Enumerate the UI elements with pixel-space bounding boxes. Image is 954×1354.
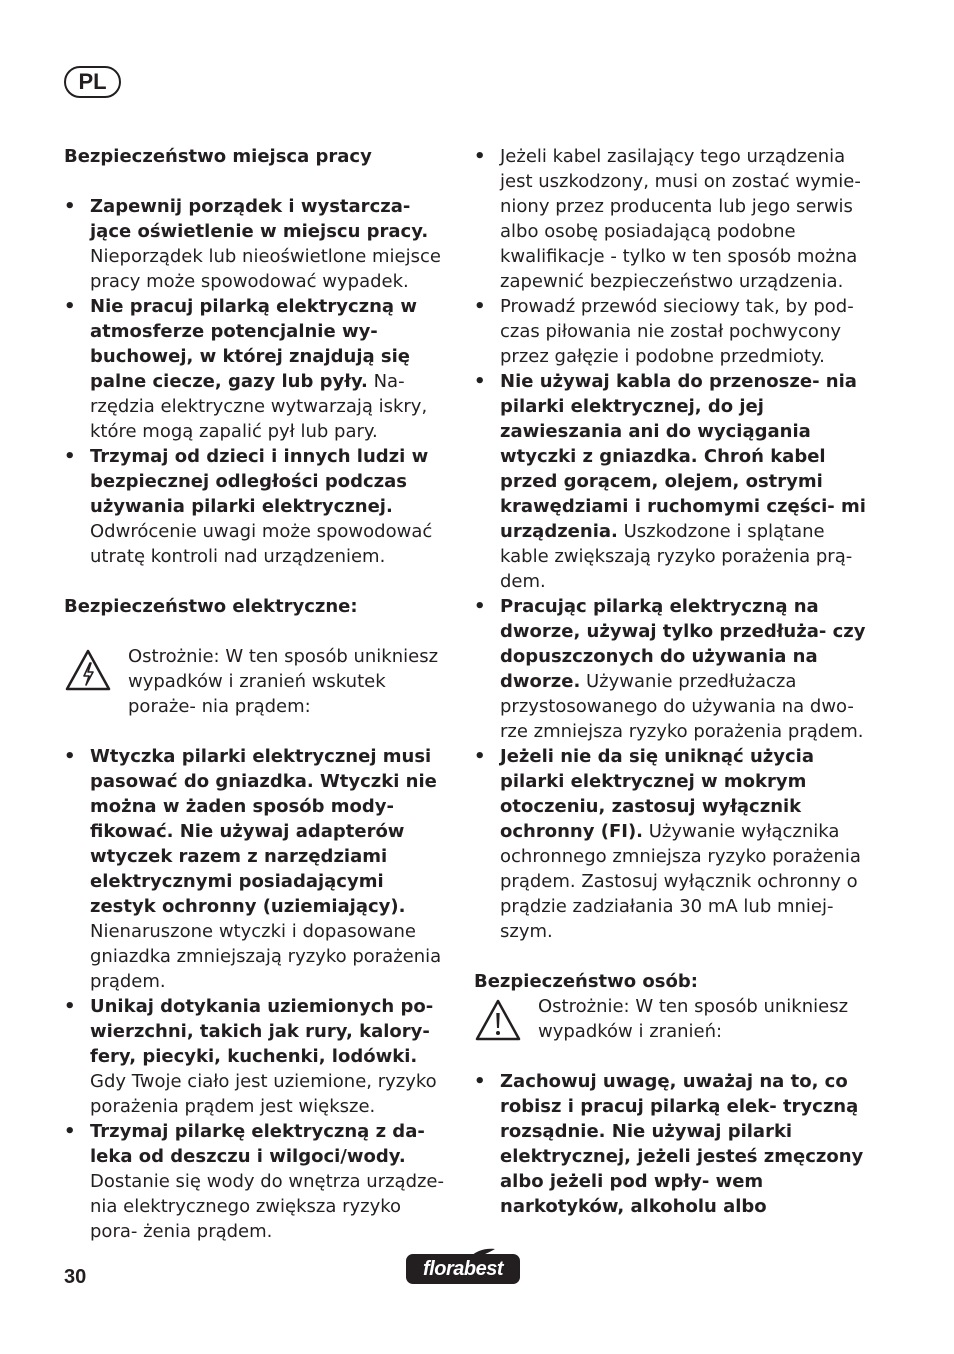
warning-exclamation-icon [474,998,522,1042]
list-item [474,744,874,944]
left-column [64,144,454,1244]
section-heading-electrical: Bezpieczeństwo elektryczne: [64,596,358,617]
item-text: Nienaruszone wtyczki i dopasowane gniazdka zmniejszają ryzyko porażenia prądem. [90,921,442,992]
item-text: Prowadź przewód sieciowy tak, by pod- czas piłowania nie został pochwycony przez gałęzie i podobne przedmioty. [500,296,854,367]
item-text: Używanie wyłącznika ochronnego zmniejsza ryzyko porażenia prądem. Zastosuj wyłącznik ochronny o prądzie zadziałania 30 mA lub mniej- szym. [500,821,861,942]
language-badge: PL [64,66,121,98]
item-text: Gdy Twoje ciało jest uziemione, ryzyko porażenia prądem jest większe. [90,1071,437,1117]
electric-hazard-icon [64,648,112,692]
list-item [474,144,874,294]
list-item [64,294,454,444]
warning-block [64,644,454,719]
item-bold: Unikaj dotykania uziemionych po- wierzchni, takich jak rury, kalory- fery, piecyki, kuchenki, lodówki. [90,996,434,1067]
item-text: Jeżeli kabel zasilający tego urządzenia jest uszkodzony, musi on zostać wymie- niony przez producenta lub jego serwis albo osobę posiadającą podobne kwalifikacje - tylko w ten sposób można zapewnić bezpieczeństwo urządzenia. [500,146,861,292]
item-text: Dostanie się wody do wnętrza urządze- nia elektrycznego zwiększa ryzyko pora- żenia prądem. [90,1171,445,1242]
item-bold: Zachowuj uwagę, uważaj na to, co robisz i pracuj pilarką elek- tryczną rozsądnie. Nie używaj pilarki elektrycznej, jeżeli jesteś zmęczony albo jeżeli pod wpły- wem narkotyków, alkoholu albo [500,1071,864,1217]
item-text: Na- rzędzia elektryczne wytwarzają iskry, które mogą zapalić pył lub pary. [90,371,428,442]
list-item [474,369,874,594]
item-bold: Trzymaj pilarkę elektryczną z da- leka od deszczu i wilgoci/wody. [90,1121,425,1167]
logo-text: florabest [406,1254,520,1284]
item-bold: Wtyczka pilarki elektrycznej musi pasować do gniazdka. Wtyczki nie można w żaden sposób mody- fikować. Nie używaj adapterów wtyczek razem z narzędziami elektrycznymi posiadającymi zestyk ochronny (uziemiający). [90,746,437,917]
section-heading-workplace: Bezpieczeństwo miejsca pracy [64,146,372,167]
list-item [64,194,454,294]
item-text: Nieporządek lub nieoświetlone miejsce pracy może spowodować wypadek. [90,246,441,292]
list-item [474,594,874,744]
list-item [64,1119,454,1244]
list-item [64,444,454,569]
item-bold: Nie używaj kabla do przenosze- nia pilarki elektrycznej, do jej zawieszania ani do wyciągania wtyczki z gniazdka. Chroń kabel przed gorącem, olejem, ostrymi krawędziami i ruchomymi części- mi urządzenia. [500,371,866,542]
florabest-logo [406,1248,520,1288]
list-item [64,994,454,1119]
list-item [474,1069,874,1219]
warning-text: Ostrożnie: W ten sposób unikniesz wypadków i zranień: [538,996,849,1042]
item-text: Uszkodzone i splątane kable zwiększają ryzyko porażenia prą- dem. [500,521,853,592]
item-bold: Trzymaj od dzieci i innych ludzi w bezpiecznej odległości podczas używania pilarki elektrycznej. [90,446,429,517]
warning-block [474,994,874,1044]
list-item [64,744,454,994]
item-bold: Nie pracuj pilarką elektryczną w atmosferze potencjalnie wy- buchowej, w której znajdują się palne ciecze, gazy lub pyły. [90,296,417,392]
page-number: 30 [64,1266,87,1288]
section-heading-persons: Bezpieczeństwo osób: [474,971,698,992]
warning-text: Ostrożnie: W ten sposób unikniesz wypadków i zranień wskutek poraże- nia prądem: [128,646,439,717]
item-text: Używanie przedłużacza przystosowanego do używania na dwo- rze zmniejsza ryzyko porażenia prądem. [500,671,864,742]
item-bold: Zapewnij porządek i wystarcza- jące oświetlenie w miejscu pracy. [90,196,429,242]
list-item [474,294,874,369]
item-text: Odwrócenie uwagi może spowodować utratę kontroli nad urządzeniem. [90,521,433,567]
item-bold: Jeżeli nie da się uniknąć użycia pilarki elektrycznej w mokrym otoczeniu, zastosuj wyłącznik ochronny (FI). [500,746,814,842]
item-bold: Pracując pilarką elektryczną na dworze, używaj tylko przedłuża- czy dopuszczonych do używania na dworze. [500,596,866,692]
right-column [474,144,874,1219]
